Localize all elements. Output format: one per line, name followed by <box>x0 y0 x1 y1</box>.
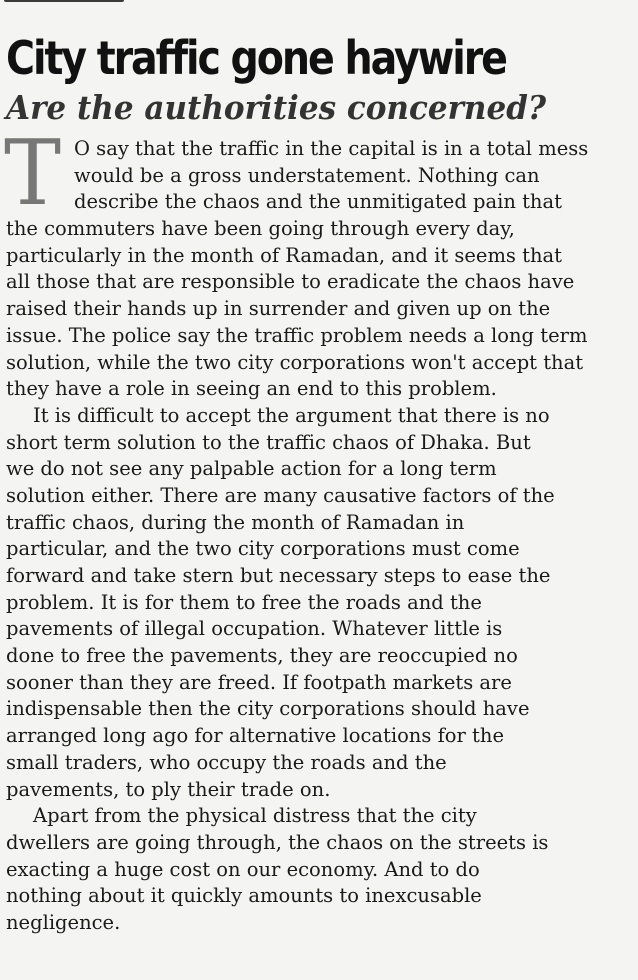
text-line: negligence. <box>6 910 121 934</box>
text-line: sooner than they are freed. If footpath markets are <box>6 670 512 694</box>
article-body <box>4 121 624 937</box>
drop-cap: T <box>4 121 62 226</box>
text-line: they have a role in seeing an end to this problem. <box>6 377 497 401</box>
text-line: pavements of illegal occupation. Whatever little is <box>6 617 503 641</box>
text-line: the commuters have been going through every day, <box>6 217 515 241</box>
text-line: problem. It is for them to free the roads and the <box>6 590 482 614</box>
text-line: forward and take stern but necessary steps to ease the <box>6 564 551 587</box>
text-line: particular, and the two city corporations must come <box>6 537 520 561</box>
text-line: indispensable then the city corporations should have <box>6 697 530 721</box>
text-line: particularly in the month of Ramadan, and it seems that <box>6 243 562 267</box>
text-line: solution either. There are many causative factors of the <box>6 483 555 507</box>
text-line: nothing about it quickly amounts to inexcusable <box>6 884 482 908</box>
text-line: would be a gross understatement. Nothing can <box>74 163 540 187</box>
text-line: arranged long ago for alternative locations for the <box>6 724 504 748</box>
text-line: issue. The police say the traffic problem needs a long term <box>6 323 588 347</box>
paragraph-3 <box>6 803 624 936</box>
text-line: traffic chaos, during the month of Ramadan in <box>6 510 465 534</box>
headline: City traffic gone haywire <box>6 31 506 85</box>
clipped-header-mark <box>4 0 124 2</box>
text-line: done to free the pavements, they are reoccupied no <box>6 644 518 668</box>
text-line: solution, while the two city corporations won't accept that <box>6 350 584 374</box>
text-line: all those that are responsible to eradicate the chaos have <box>6 270 575 294</box>
editorial-article <box>6 28 624 937</box>
paragraph-2 <box>6 403 624 803</box>
text-line: O say that the traffic in the capital is in a total mess <box>74 137 589 160</box>
text-line: Apart from the physical distress that the city <box>33 804 477 828</box>
text-line: exacting a huge cost on our economy. And to do <box>6 857 480 881</box>
text-line: raised their hands up in surrender and given up on the <box>6 297 551 321</box>
text-line: It is difficult to accept the argument that there is no <box>33 403 550 427</box>
paragraph-1 <box>4 121 624 403</box>
clipped-header-strip <box>0 0 638 6</box>
text-line: dwellers are going through, the chaos on the streets is <box>6 830 549 854</box>
text-line: short term solution to the traffic chaos of Dhaka. But <box>6 430 531 454</box>
text-line: pavements, to ply their trade on. <box>6 777 331 801</box>
subheadline: Are the authorities concerned? <box>6 88 547 127</box>
text-line: describe the chaos and the unmitigated pain that <box>74 190 562 214</box>
text-line: small traders, who occupy the roads and the <box>6 750 447 774</box>
text-line: we do not see any palpable action for a long term <box>6 457 497 481</box>
